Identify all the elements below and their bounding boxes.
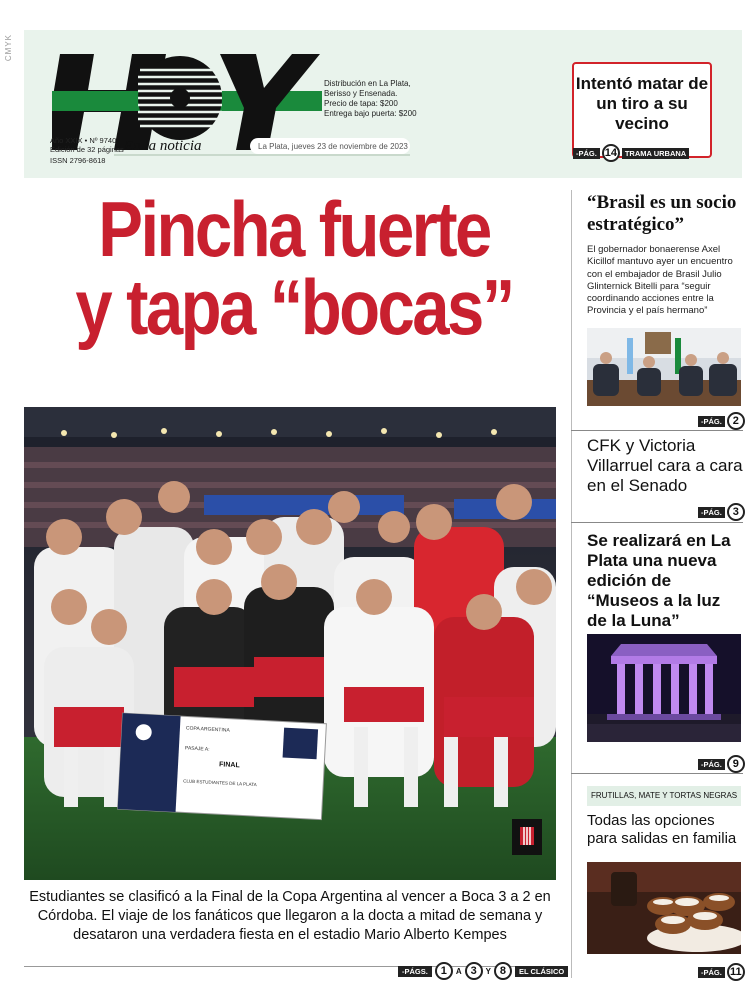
registration-marks: CMYK [4, 34, 13, 62]
issue-info [50, 136, 124, 154]
footer-pags-label: -PÁGS. [398, 966, 432, 977]
main-caption: Estudiantes se clasificó a la Final de la Copa Argentina al vencer a Boca 3 a 2 en Córdoba. El viaje de los fanáticos que llegaron a la docta a mitad de semana y desataron una verdadera fiesta en el estadio Mario Alberto Kempes [29, 889, 551, 943]
page-label: -PÁG. [698, 967, 725, 978]
story-museos-title[interactable]: Se realizará en La Plata una nueva edición de “Museos a la luz de la Luna” [587, 531, 731, 630]
page-label: -PÁG. [698, 759, 725, 770]
page-label-text: PÁG. [703, 967, 722, 977]
page-number[interactable]: 1 [435, 962, 453, 980]
distrib-line: Precio de tapa: $200 [324, 99, 398, 108]
logo-tagline: En la noticia [124, 138, 202, 154]
story-brasil-page-ref [698, 412, 745, 430]
story-salidas-kicker: FRUTILLAS, MATE Y TORTAS NEGRAS [587, 786, 741, 806]
distrib-line: Entrega bajo puerta: $200 [324, 109, 417, 118]
team-celebration-image [24, 407, 556, 880]
issue-number: Año XXIX • Nº 9740 [50, 136, 117, 145]
story-rule [571, 773, 743, 774]
story-brasil-title[interactable]: “Brasil es un socio estratégico” [587, 192, 737, 235]
story-salidas-page-ref [698, 963, 745, 981]
teaser-page-ref [573, 144, 689, 162]
dateline: La Plata, jueves 23 de noviembre de 2023 [250, 138, 410, 154]
page-label-text: PÁG. [703, 759, 722, 769]
page-label-text: PÁG. [703, 416, 722, 426]
page-number[interactable]: 8 [494, 962, 512, 980]
story-senado-page-ref [698, 503, 745, 521]
page-number[interactable]: 3 [465, 962, 483, 980]
story-museos-page-ref [698, 755, 745, 773]
dateline-bar [114, 154, 410, 156]
page-sep: Y [485, 966, 491, 976]
distribution-info [324, 79, 417, 119]
issue-pages: Edición de 32 páginas [50, 145, 124, 154]
story-brasil-text: El gobernador bonaerense Axel Kicillof mantuvo ayer un encuentro con el embajador de Brasil Julio Glinternick Bitelli para “seguir coordinando acciones entre la Provincia y el país hermano” [587, 244, 733, 317]
story-salidas-photo [587, 862, 741, 954]
story-brasil-photo [587, 328, 741, 406]
story-rule [571, 430, 743, 431]
sign-club: CLUB ESTUDIANTES DE LA PLATA [183, 778, 257, 788]
teaser-section: TRAMA URBANA [622, 148, 689, 159]
story-salidas-title[interactable]: Todas las opciones para salidas en familia [587, 812, 737, 847]
issn: ISSN 2796-8618 [50, 156, 106, 165]
footer-page-refs [398, 962, 568, 980]
page-number[interactable]: 9 [727, 755, 745, 773]
distrib-line: Distribución en La Plata, [324, 79, 411, 88]
page-label: -PÁG. [573, 148, 600, 159]
page-sep: A [455, 966, 462, 976]
main-photo [24, 407, 556, 880]
headline-line-2: y tapa “bocas” [75, 263, 513, 351]
column-divider [571, 190, 572, 978]
sign-final: FINAL [218, 761, 240, 770]
page-number[interactable]: 11 [727, 963, 745, 981]
footer-section: EL CLÁSICO [515, 966, 568, 977]
page-label-text: PÁG. [578, 148, 597, 158]
sign-pasaje: PASAJE A: [184, 745, 210, 753]
page-number[interactable]: 3 [727, 503, 745, 521]
footer-pags-text: PÁGS. [404, 966, 428, 976]
teaser-title: Intentó matar de un tiro a su vecino [575, 74, 709, 133]
page-label: -PÁG. [698, 416, 725, 427]
story-rule [571, 522, 743, 523]
page-number[interactable]: 2 [727, 412, 745, 430]
story-senado-title[interactable]: CFK y Victoria Villarruel cara a cara en el Senado [587, 436, 743, 495]
page-label: -PÁG. [698, 507, 725, 518]
distrib-line: Berisso y Ensenada. [324, 89, 398, 98]
story-museos-photo [587, 634, 741, 742]
main-headline[interactable] [62, 185, 526, 351]
sign-copa: COPA ARGENTINA [185, 725, 230, 734]
headline-line-1: Pincha fuerte [98, 185, 490, 273]
page-label-text: PÁG. [703, 507, 722, 517]
page-number: 14 [602, 144, 620, 162]
